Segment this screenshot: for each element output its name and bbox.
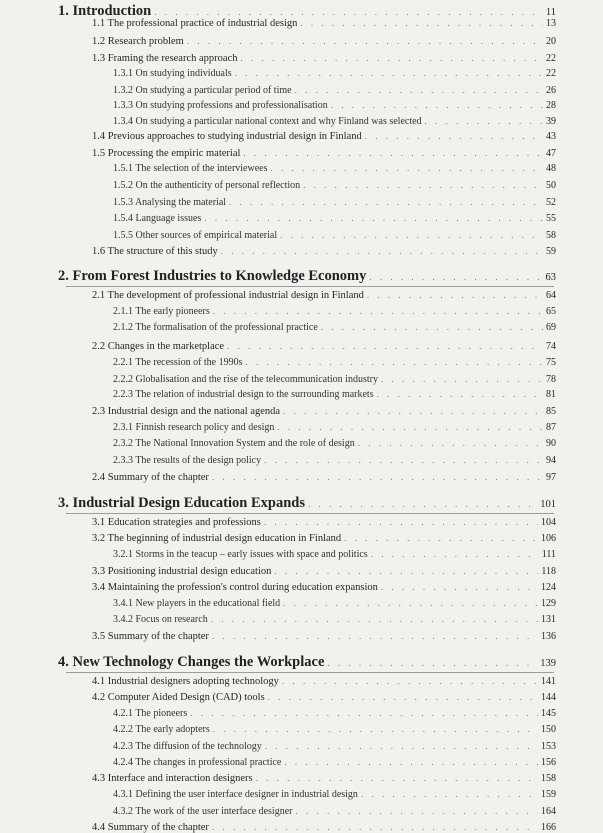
toc-section-entry (92, 18, 556, 29)
toc-section-entry (92, 533, 556, 544)
toc-section-entry (92, 822, 556, 833)
dot-leader (190, 708, 538, 718)
toc-subsection-entry (113, 197, 556, 208)
toc-page-number: 20 (546, 36, 556, 47)
toc-entry-label: 4.2 Computer Aided Design (CAD) tools (92, 692, 265, 703)
toc-page-number: 58 (546, 230, 556, 241)
toc-section-entry (92, 773, 556, 784)
toc-subsection-entry (113, 230, 556, 241)
toc-page-number: 141 (541, 676, 556, 687)
toc-subsection-entry (113, 614, 556, 625)
toc-section-entry (92, 148, 556, 159)
toc-subsection-entry (113, 789, 556, 800)
dot-leader (212, 822, 538, 832)
dot-leader (284, 757, 538, 767)
dot-leader (227, 341, 543, 351)
toc-entry-label: 2.1.2 The formalisation of the professional practice (113, 322, 318, 333)
dot-leader (240, 53, 543, 63)
dot-leader (295, 806, 538, 816)
toc-section-entry (92, 676, 556, 687)
toc-section-entry (92, 692, 556, 703)
dot-leader (187, 36, 543, 46)
toc-subsection-entry (113, 708, 556, 719)
toc-subsection-entry (113, 213, 556, 224)
dot-leader (265, 741, 538, 751)
dot-leader (229, 197, 543, 207)
toc-subsection-entry (113, 357, 556, 368)
toc-entry-label: 2.2 Changes in the marketplace (92, 341, 225, 352)
toc-entry-label: 3.5 Summary of the chapter (92, 631, 209, 642)
toc-entry-label: 2.1 The development of professional industrial design in Finland (92, 290, 364, 301)
toc-page-number: 124 (541, 582, 556, 593)
toc-entry-label: 4.3 Interface and interaction designers (92, 773, 253, 784)
toc-entry-label: 2.2.2 Globalisation and the rise of the telecommunication industry (113, 374, 378, 385)
toc-page-number: 166 (541, 822, 556, 833)
toc-entry-label: 1.3.2 On studying a particular period of time (113, 85, 292, 96)
dot-leader (221, 246, 543, 256)
toc-entry-label: 3. Industrial Design Education Expands (58, 495, 305, 511)
toc-page-number: 104 (541, 517, 556, 528)
dot-leader (264, 517, 538, 527)
toc-page-number: 87 (546, 422, 556, 433)
toc-chapter-entry (58, 268, 556, 285)
toc-page-number: 111 (541, 549, 556, 560)
dot-leader (280, 230, 543, 240)
toc-subsection-entry (113, 100, 556, 111)
toc-page-number: 43 (546, 131, 556, 142)
toc-chapter-entry (58, 495, 556, 512)
toc-entry-label: 3.4 Maintaining the profession's control during education expansion (92, 582, 378, 593)
toc-subsection-entry (113, 389, 556, 400)
toc-page-number: 63 (545, 272, 556, 283)
toc-page-number: 106 (541, 533, 556, 544)
dot-leader (264, 455, 543, 465)
toc-entry-label: 2.3.3 The results of the design policy (113, 455, 262, 466)
toc-page-number: 144 (541, 692, 556, 703)
dot-leader (213, 724, 538, 734)
toc-page-number: 118 (541, 566, 556, 577)
dot-leader (277, 422, 543, 432)
toc-page-number: 156 (541, 757, 556, 768)
dot-leader (344, 533, 538, 543)
toc-entry-label: 1.3.3 On studying professions and professionalisation (113, 100, 328, 111)
toc-entry-label: 1.1 The professional practice of industrial design (92, 18, 298, 29)
toc-page-number: 22 (546, 53, 556, 64)
toc-page-number: 22 (546, 68, 556, 79)
toc-entry-label: 3.4.1 New players in the educational field (113, 598, 281, 609)
toc-section-entry (92, 246, 556, 257)
dot-leader (212, 631, 538, 641)
toc-section-entry (92, 582, 556, 593)
toc-section-entry (92, 631, 556, 642)
toc-section-entry (92, 566, 556, 577)
toc-entry-label: 2.1.1 The early pioneers (113, 306, 210, 317)
toc-page-number: 59 (546, 246, 556, 257)
toc-page-number: 39 (546, 116, 556, 127)
toc-page-number: 94 (546, 455, 556, 466)
toc-entry-label: 2. From Forest Industries to Knowledge Economy (58, 268, 367, 284)
toc-page-number: 131 (541, 614, 556, 625)
toc-entry-label: 1.5 Processing the empiric material (92, 148, 241, 159)
toc-subsection-entry (113, 306, 556, 317)
dot-leader (361, 789, 538, 799)
toc-subsection-entry (113, 374, 556, 385)
toc-subsection-entry (113, 724, 556, 735)
toc-entry-label: 1.3.1 On studying individuals (113, 68, 232, 79)
toc-page-number: 64 (546, 290, 556, 301)
toc-entry-label: 1.3.4 On studying a particular national context and why Finland was selected (113, 116, 422, 127)
dot-leader (381, 374, 543, 384)
dot-leader (358, 438, 543, 448)
toc-entry-label: 4.2.3 The diffusion of the technology (113, 741, 262, 752)
dot-leader (425, 116, 543, 126)
toc-page-number: 26 (546, 85, 556, 96)
toc-subsection-entry (113, 455, 556, 466)
toc-entry-label: 4.2.2 The early adopters (113, 724, 210, 735)
toc-entry-label: 1.6 The structure of this study (92, 246, 218, 257)
toc-subsection-entry (113, 438, 556, 449)
toc-subsection-entry (113, 741, 556, 752)
dot-leader (331, 100, 543, 110)
toc-page-number: 47 (546, 148, 556, 159)
toc-subsection-entry (113, 806, 556, 817)
toc-section-entry (92, 406, 556, 417)
toc-page-number: 11 (545, 7, 556, 18)
toc-page-number: 145 (541, 708, 556, 719)
dot-leader (283, 598, 538, 608)
toc-section-entry (92, 53, 556, 64)
toc-page-number: 164 (541, 806, 556, 817)
toc-section-entry (92, 36, 556, 47)
toc-page-number: 158 (541, 773, 556, 784)
toc-page-number: 50 (546, 180, 556, 191)
dot-leader (211, 614, 538, 624)
dot-leader (327, 658, 537, 668)
dot-leader (321, 322, 543, 332)
toc-entry-label: 4.1 Industrial designers adopting technology (92, 676, 279, 687)
toc-subsection-entry (113, 180, 556, 191)
toc-page-number: 150 (541, 724, 556, 735)
toc-chapter-entry (58, 654, 556, 671)
toc-entry-label: 1.5.4 Language issues (113, 213, 202, 224)
dot-leader (282, 676, 538, 686)
dot-leader (308, 499, 537, 509)
dot-leader (365, 131, 543, 141)
dot-leader (295, 85, 543, 95)
toc-entry-label: 1.3 Framing the research approach (92, 53, 238, 64)
toc-section-entry (92, 131, 556, 142)
toc-entry-label: 4.2.4 The changes in professional practice (113, 757, 282, 768)
toc-subsection-entry (113, 322, 556, 333)
dot-leader (212, 472, 543, 482)
toc-subsection-entry (113, 422, 556, 433)
toc-page-number: 81 (546, 389, 556, 400)
chapter-divider (66, 286, 554, 287)
toc-page-number: 97 (546, 472, 556, 483)
toc-entry-label: 1. Introduction (58, 3, 152, 19)
toc-entry-label: 1.4 Previous approaches to studying industrial design in Finland (92, 131, 362, 142)
toc-subsection-entry (113, 598, 556, 609)
toc-subsection-entry (113, 68, 556, 79)
dot-leader (154, 7, 543, 17)
dot-leader (377, 389, 543, 399)
toc-page-number: 28 (546, 100, 556, 111)
dot-leader (256, 773, 538, 783)
toc-page-number: 90 (546, 438, 556, 449)
chapter-divider (66, 672, 554, 673)
toc-entry-label: 2.2.3 The relation of industrial design to the surrounding markets (113, 389, 374, 400)
toc-entry-label: 3.4.2 Focus on research (113, 614, 208, 625)
toc-entry-label: 1.2 Research problem (92, 36, 184, 47)
toc-page-number: 101 (540, 499, 556, 510)
dot-leader (369, 272, 542, 282)
toc-page-number: 69 (546, 322, 556, 333)
toc-subsection-entry (113, 163, 556, 174)
toc-entry-label: 2.2.1 The recession of the 1990s (113, 357, 243, 368)
toc-entry-label: 3.1 Education strategies and professions (92, 517, 261, 528)
toc-page-number: 129 (541, 598, 556, 609)
dot-leader (243, 148, 543, 158)
toc-page-number: 139 (540, 658, 556, 669)
toc-entry-label: 2.4 Summary of the chapter (92, 472, 209, 483)
toc-page-number: 65 (546, 306, 556, 317)
toc-entry-label: 1.5.3 Analysing the material (113, 197, 227, 208)
toc-entry-label: 4.3.2 The work of the user interface designer (113, 806, 293, 817)
toc-page-number: 85 (546, 406, 556, 417)
toc-entry-label: 4.4 Summary of the chapter (92, 822, 209, 833)
toc-page-number: 74 (546, 341, 556, 352)
dot-leader (204, 213, 543, 223)
toc-entry-label: 4.3.1 Defining the user interface designer in industrial design (113, 789, 358, 800)
toc-page-number: 55 (546, 213, 556, 224)
toc-page-number: 13 (546, 18, 556, 29)
dot-leader (246, 357, 543, 367)
toc-entry-label: 2.3.1 Finnish research policy and design (113, 422, 275, 433)
toc-page-number: 75 (546, 357, 556, 368)
toc-entry-label: 1.5.1 The selection of the interviewees (113, 163, 268, 174)
toc-page-number: 52 (546, 197, 556, 208)
toc-section-entry (92, 290, 556, 301)
toc-page-number: 136 (541, 631, 556, 642)
dot-leader (283, 406, 543, 416)
toc-entry-label: 4. New Technology Changes the Workplace (58, 654, 325, 670)
toc-subsection-entry (113, 757, 556, 768)
dot-leader (274, 566, 538, 576)
toc-page-number: 48 (546, 163, 556, 174)
dot-leader (300, 18, 543, 28)
dot-leader (213, 306, 543, 316)
dot-leader (271, 163, 544, 173)
toc-page-number: 153 (541, 741, 556, 752)
toc-section-entry (92, 517, 556, 528)
toc-entry-label: 4.2.1 The pioneers (113, 708, 188, 719)
toc-entry-label: 2.3.2 The National Innovation System and the role of design (113, 438, 355, 449)
toc-page-number: 159 (541, 789, 556, 800)
toc-entry-label: 1.5.2 On the authenticity of personal reflection (113, 180, 301, 191)
toc-subsection-entry (113, 549, 556, 560)
toc-entry-label: 3.2.1 Storms in the teacup – early issues with space and politics (113, 549, 368, 560)
toc-entry-label: 2.3 Industrial design and the national agenda (92, 406, 281, 417)
toc-subsection-entry (113, 116, 556, 127)
dot-leader (381, 582, 538, 592)
toc-entry-label: 3.2 The beginning of industrial design education in Finland (92, 533, 342, 544)
toc-entry-label: 3.3 Positioning industrial design education (92, 566, 272, 577)
dot-leader (303, 180, 543, 190)
dot-leader (268, 692, 538, 702)
toc-section-entry (92, 341, 556, 352)
toc-section-entry (92, 472, 556, 483)
chapter-divider (66, 513, 554, 514)
dot-leader (235, 68, 543, 78)
dot-leader (367, 290, 543, 300)
toc-entry-label: 1.5.5 Other sources of empirical material (113, 230, 278, 241)
toc-page-number: 78 (546, 374, 556, 385)
toc-subsection-entry (113, 85, 556, 96)
dot-leader (371, 549, 539, 559)
